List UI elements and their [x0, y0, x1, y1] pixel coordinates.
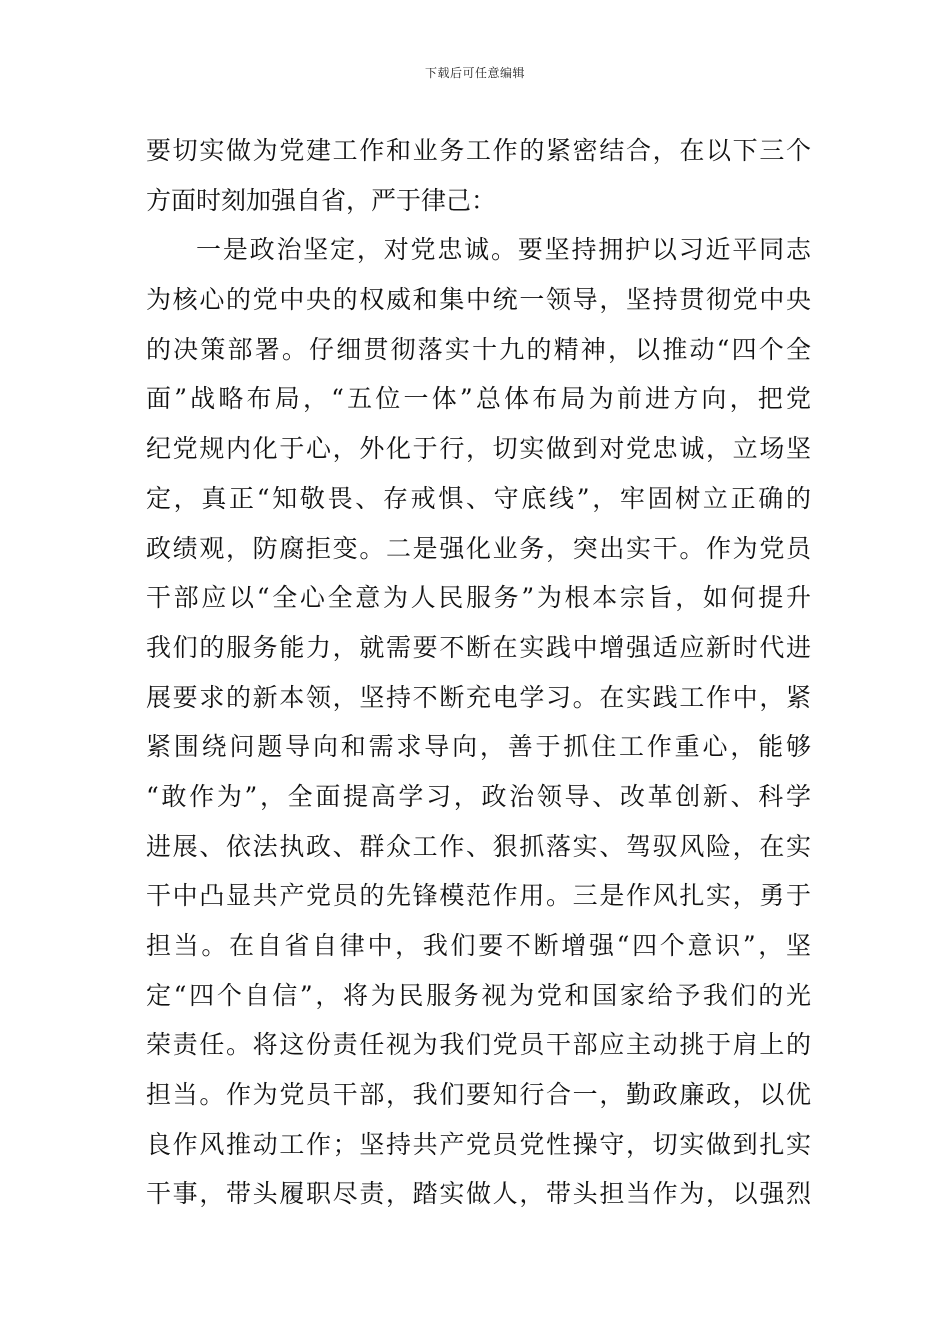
- text-line-11: 我们的服务能力，就需要不断在实践中增强适应新时代进: [146, 632, 811, 662]
- text-line-19: 荣责任。将这份责任视为我们党员干部应主动挑于肩上的: [146, 1030, 811, 1060]
- text-line-8: 定，真正“知敬畏、存戒惧、守底线”，牢固树立正确的: [146, 483, 811, 513]
- text-line-16: 干中凸显共产党员的先锋模范作用。三是作风扎实，勇于: [146, 881, 811, 911]
- text-line-17: 担当。在自省自律中，我们要不断增强“四个意识”，坚: [146, 931, 811, 960]
- text-line-20: 担当。作为党员干部，我们要知行合一，勤政廉政，以优: [146, 1080, 811, 1110]
- text-line-4: 为核心的党中央的权威和集中统一领导，坚持贯彻党中央: [146, 285, 811, 315]
- body-text: [146, 126, 811, 1219]
- text-line-9: 政绩观，防腐拒变。二是强化业务，突出实干。作为党员: [146, 533, 811, 563]
- text-line-7: 纪党规内化于心，外化于行，切实做到对党忠诚，立场坚: [146, 434, 811, 464]
- text-line-18: 定“四个自信”，将为民服务视为党和国家给予我们的光: [146, 980, 811, 1010]
- text-line-15: 进展、依法执政、群众工作、狠抓落实、驾驭风险，在实: [146, 831, 811, 861]
- text-line-6: 面”战略布局，“五位一体”总体布局为前进方向，把党: [146, 384, 811, 414]
- text-line-2: 方面时刻加强自省，严于律己：: [146, 185, 497, 215]
- text-line-22: 干事，带头履职尽责，踏实做人，带头担当作为，以强烈: [146, 1179, 811, 1209]
- text-line-12: 展要求的新本领，坚持不断充电学习。在实践工作中，紧: [146, 682, 811, 712]
- text-line-13: 紧围绕问题导向和需求导向，善于抓住工作重心，能够: [146, 732, 811, 762]
- text-line-5: 的决策部署。仔细贯彻落实十九的精神，以推动“四个全: [146, 334, 811, 364]
- text-line-21: 良作风推动工作；坚持共产党员党性操守，切实做到扎实: [146, 1129, 811, 1159]
- text-line-10: 干部应以“全心全意为人民服务”为根本宗旨，如何提升: [146, 583, 811, 613]
- text-line-14: “敢作为”，全面提高学习，政治领导、改革创新、科学: [146, 781, 811, 811]
- text-line-3: 一是政治坚定，对党忠诚。要坚持拥护以习近平同志: [196, 235, 811, 265]
- text-line-1: 要切实做为党建工作和业务工作的紧密结合，在以下三个: [146, 136, 811, 165]
- header-note: 下载后可任意编辑: [424, 66, 525, 80]
